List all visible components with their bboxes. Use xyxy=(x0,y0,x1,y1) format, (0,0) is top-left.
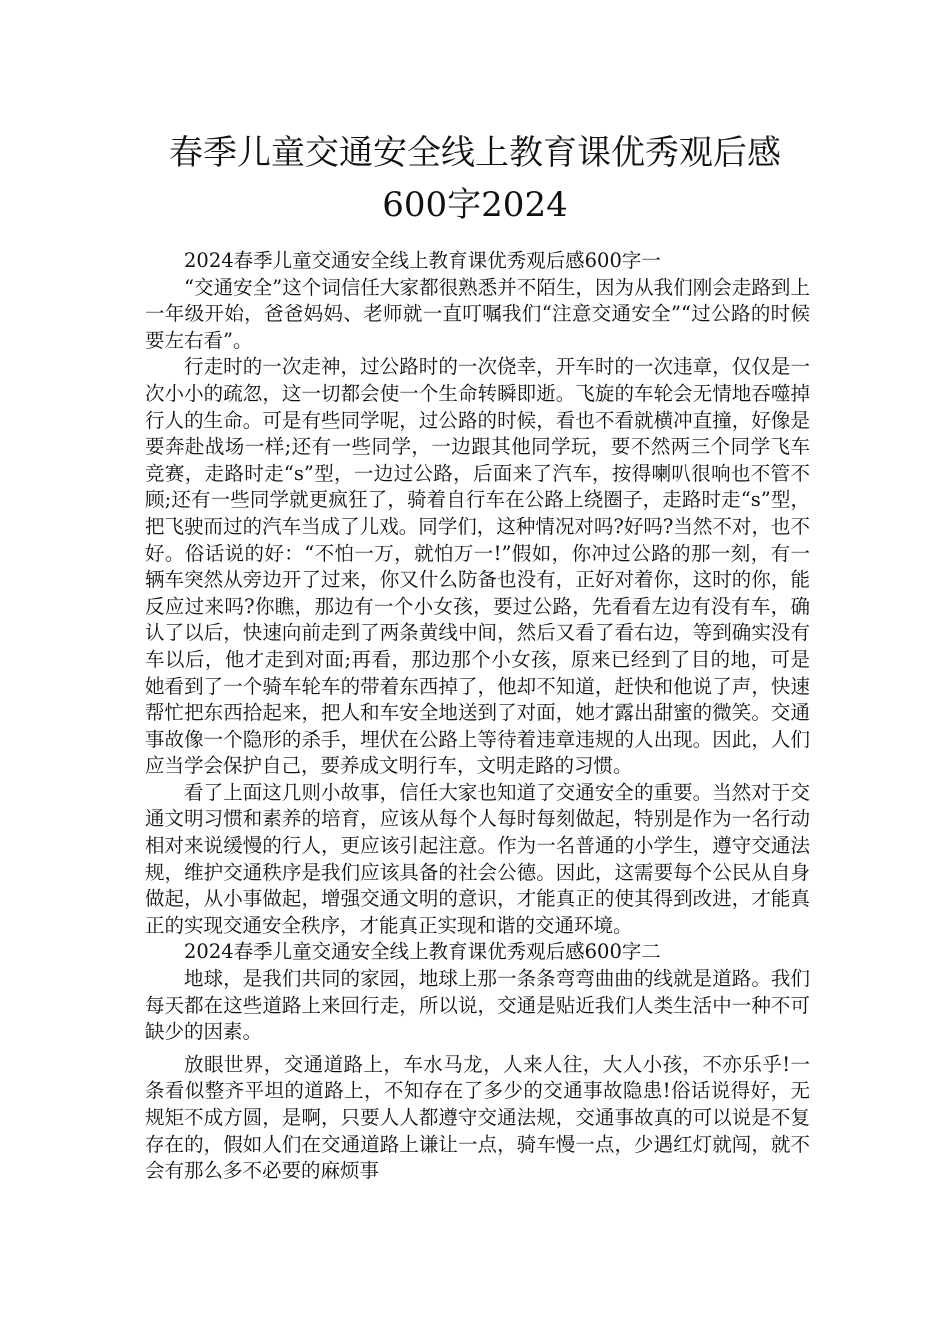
document-body xyxy=(145,248,810,1185)
page-title: 春季儿童交通安全线上教育课优秀观后感 xyxy=(169,133,781,173)
paragraph: “交通安全”这个词信任大家都很熟悉并不陌生，因为从我们刚会走路到上一年级开始，爸爸妈妈、老师就一直叮嘱我们“注意交通安全”“过公路的时候要左右看”。 xyxy=(145,275,810,352)
page-title-line-2: 600字2024 xyxy=(382,185,568,225)
paragraph: 地球，是我们共同的家园，地球上那一条条弯弯曲曲的线就是道路。我们每天都在这些道路上来回行走，所以说，交通是贴近我们人类生活中一种不可缺少的因素。 xyxy=(145,967,810,1044)
paragraph: 放眼世界，交通道路上，车水马龙，人来人往，大人小孩，不亦乐乎!一条看似整齐平坦的道路上，不知存在了多少的交通事故隐患!俗话说得好，无规矩不成方圆，是啊，只要人人都遵守交通法规，交通事故真的可以说是不复存在的，假如人们在交通道路上谦让一点，骑车慢一点，少遇红灯就闯，就不会有那么多不必要的麻烦事 xyxy=(145,1052,810,1183)
section-heading-1: 2024春季儿童交通安全线上教育课优秀观后感600字一 xyxy=(184,249,661,272)
paragraph: 行走时的一次走神，过公路时的一次侥幸，开车时的一次违章，仅仅是一次小小的疏忽，这一切都会使一个生命转瞬即逝。飞旋的车轮会无情地吞噬掉行人的生命。可是有些同学呢，过公路的时候，看也不看就横冲直撞，好像是要奔赴战场一样;还有一些同学，一边跟其他同学玩，要不然两三个同学飞车竞赛，走路时走“s”型，一边过公路，后面来了汽车，按得喇叭很响也不管不顾;还有一些同学就更疯狂了，骑着自行车在公路上绕圈子，走路时走“s”型，把飞驶而过的汽车当成了儿戏。同学们，这种情况对吗?好吗?当然不对，也不好。俗话说的好：“不怕一万，就怕万一!”假如，你冲过公路的那一刻，有一辆车突然从旁边开了过来，你又什么防备也没有，正好对着你，这时的你，能反应过来吗?你瞧，那边有一个小女孩，要过公路，先看看左边有没有车，确认了以后，快速向前走到了两条黄线中间，然后又看了看右边，等到确实没有车以后，他才走到对面;再看，那边那个小女孩，原来已经到了目的地，可是她看到了一个骑车轮车的带着东西掉了，他却不知道，赶快和他说了声，快速帮忙把东西拾起来，把人和车安全地送到了对面，她才露出甜蜜的微笑。交通事故像一个隐形的杀手，埋伏在公路上等待着违章违规的人出现。因此，人们应当学会保护自己，要养成文明行车，文明走路的习惯。 xyxy=(145,355,810,778)
section-heading-2: 2024春季儿童交通安全线上教育课优秀观后感600字二 xyxy=(184,940,661,964)
paragraph: 看了上面这几则小故事，信任大家也知道了交通安全的重要。当然对于交通文明习惯和素养的培育，应该从每个人每时每刻做起，特别是作为一名行动相对来说缓慢的行人，更应该引起注意。作为一名普通的小学生，遵守交通法规，维护交通秩序是我们应该具备的社会公德。因此，这需要每个公民从自身做起，从小事做起，增强交通文明的意识，才能真正的使其得到改进，才能真正的实现交通安全秩序，才能真正实现和谐的交通环境。 xyxy=(145,780,810,937)
